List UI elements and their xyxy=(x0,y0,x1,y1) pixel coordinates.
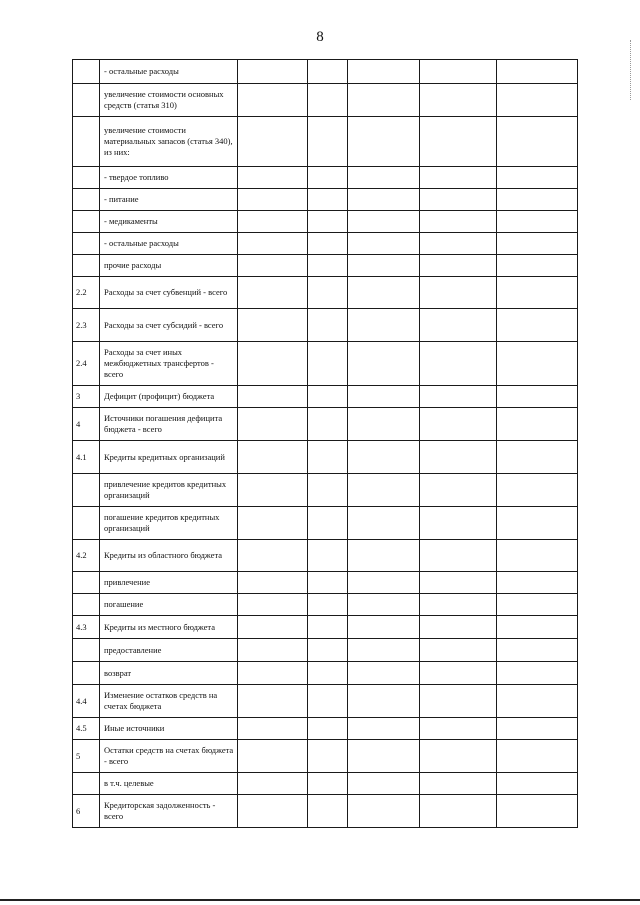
table-row xyxy=(73,309,578,342)
row-number xyxy=(73,60,100,84)
value-cell xyxy=(420,594,497,616)
row-number xyxy=(73,773,100,795)
value-cell xyxy=(348,117,420,167)
value-cell xyxy=(497,309,578,342)
row-number xyxy=(73,189,100,211)
table-row xyxy=(73,211,578,233)
table-row xyxy=(73,233,578,255)
row-label: - медикаменты xyxy=(100,211,238,233)
table-row xyxy=(73,662,578,685)
value-cell xyxy=(308,507,348,540)
row-number: 6 xyxy=(73,795,100,828)
row-number xyxy=(73,255,100,277)
value-cell xyxy=(497,616,578,639)
value-cell xyxy=(497,662,578,685)
value-cell xyxy=(348,540,420,572)
row-label: Расходы за счет иных межбюджетных трансфертов - всего xyxy=(100,342,238,386)
row-number xyxy=(73,117,100,167)
value-cell xyxy=(497,117,578,167)
row-number xyxy=(73,474,100,507)
value-cell xyxy=(420,662,497,685)
value-cell xyxy=(308,408,348,441)
value-cell xyxy=(308,639,348,662)
value-cell xyxy=(348,408,420,441)
row-label: Расходы за счет субвенций - всего xyxy=(100,277,238,309)
row-number xyxy=(73,233,100,255)
value-cell xyxy=(497,408,578,441)
row-number: 4.1 xyxy=(73,441,100,474)
value-cell xyxy=(238,277,308,309)
value-cell xyxy=(497,639,578,662)
row-label: прочие расходы xyxy=(100,255,238,277)
row-number: 4.4 xyxy=(73,685,100,718)
value-cell xyxy=(420,773,497,795)
value-cell xyxy=(308,740,348,773)
value-cell xyxy=(348,594,420,616)
row-label: Кредиты из областного бюджета xyxy=(100,540,238,572)
value-cell xyxy=(497,572,578,594)
row-label: - твердое топливо xyxy=(100,167,238,189)
table-row xyxy=(73,540,578,572)
row-label: увеличение стоимости материальных запасов (статья 340), из них: xyxy=(100,117,238,167)
value-cell xyxy=(348,342,420,386)
budget-report-table xyxy=(72,59,578,828)
value-cell xyxy=(497,211,578,233)
value-cell xyxy=(238,233,308,255)
value-cell xyxy=(308,277,348,309)
row-number xyxy=(73,507,100,540)
value-cell xyxy=(348,277,420,309)
row-label: - остальные расходы xyxy=(100,60,238,84)
table-row xyxy=(73,616,578,639)
value-cell xyxy=(238,572,308,594)
row-label: погашение xyxy=(100,594,238,616)
value-cell xyxy=(420,117,497,167)
value-cell xyxy=(238,255,308,277)
row-number: 5 xyxy=(73,740,100,773)
value-cell xyxy=(238,795,308,828)
table-row xyxy=(73,441,578,474)
value-cell xyxy=(420,507,497,540)
value-cell xyxy=(308,255,348,277)
row-label: - остальные расходы xyxy=(100,233,238,255)
row-number xyxy=(73,211,100,233)
row-number xyxy=(73,84,100,117)
value-cell xyxy=(497,474,578,507)
value-cell xyxy=(308,616,348,639)
value-cell xyxy=(420,685,497,718)
value-cell xyxy=(420,740,497,773)
value-cell xyxy=(497,277,578,309)
value-cell xyxy=(308,795,348,828)
row-number: 2.4 xyxy=(73,342,100,386)
value-cell xyxy=(238,685,308,718)
value-cell xyxy=(497,233,578,255)
value-cell xyxy=(238,718,308,740)
row-label: погашение кредитов кредитных организаций xyxy=(100,507,238,540)
value-cell xyxy=(420,572,497,594)
value-cell xyxy=(308,685,348,718)
value-cell xyxy=(238,309,308,342)
row-number: 4.5 xyxy=(73,718,100,740)
row-label: возврат xyxy=(100,662,238,685)
table-row xyxy=(73,255,578,277)
value-cell xyxy=(348,60,420,84)
table-row xyxy=(73,84,578,117)
value-cell xyxy=(348,189,420,211)
value-cell xyxy=(308,474,348,507)
value-cell xyxy=(497,167,578,189)
page-number: 8 xyxy=(316,29,324,45)
value-cell xyxy=(348,507,420,540)
value-cell xyxy=(308,84,348,117)
row-label: в т.ч. целевые xyxy=(100,773,238,795)
value-cell xyxy=(238,662,308,685)
value-cell xyxy=(238,386,308,408)
value-cell xyxy=(238,189,308,211)
value-cell xyxy=(348,441,420,474)
row-number: 4.2 xyxy=(73,540,100,572)
value-cell xyxy=(497,540,578,572)
value-cell xyxy=(348,255,420,277)
row-number xyxy=(73,662,100,685)
value-cell xyxy=(238,211,308,233)
row-label: предоставление xyxy=(100,639,238,662)
value-cell xyxy=(348,233,420,255)
table-row xyxy=(73,685,578,718)
value-cell xyxy=(497,189,578,211)
value-cell xyxy=(348,718,420,740)
value-cell xyxy=(420,255,497,277)
value-cell xyxy=(308,441,348,474)
table-row xyxy=(73,594,578,616)
value-cell xyxy=(497,795,578,828)
value-cell xyxy=(348,639,420,662)
value-cell xyxy=(420,309,497,342)
row-number xyxy=(73,594,100,616)
value-cell xyxy=(420,639,497,662)
value-cell xyxy=(308,167,348,189)
row-number xyxy=(73,572,100,594)
row-label: Иные источники xyxy=(100,718,238,740)
value-cell xyxy=(238,117,308,167)
value-cell xyxy=(420,84,497,117)
table-row xyxy=(73,795,578,828)
value-cell xyxy=(420,211,497,233)
value-cell xyxy=(497,441,578,474)
value-cell xyxy=(308,342,348,386)
row-label: Кредиты из местного бюджета xyxy=(100,616,238,639)
row-label: - питание xyxy=(100,189,238,211)
value-cell xyxy=(238,594,308,616)
table-row xyxy=(73,572,578,594)
value-cell xyxy=(238,740,308,773)
value-cell xyxy=(348,572,420,594)
table-row xyxy=(73,740,578,773)
value-cell xyxy=(348,474,420,507)
value-cell xyxy=(497,386,578,408)
value-cell xyxy=(238,616,308,639)
value-cell xyxy=(348,795,420,828)
value-cell xyxy=(420,277,497,309)
value-cell xyxy=(420,189,497,211)
table-row xyxy=(73,117,578,167)
value-cell xyxy=(308,386,348,408)
row-label: привлечение кредитов кредитных организаций xyxy=(100,474,238,507)
value-cell xyxy=(497,718,578,740)
row-label: Остатки средств на счетах бюджета - всего xyxy=(100,740,238,773)
value-cell xyxy=(497,685,578,718)
value-cell xyxy=(420,540,497,572)
row-number xyxy=(73,639,100,662)
row-number xyxy=(73,167,100,189)
table-row xyxy=(73,639,578,662)
value-cell xyxy=(497,740,578,773)
row-label: Источники погашения дефицита бюджета - всего xyxy=(100,408,238,441)
value-cell xyxy=(420,386,497,408)
value-cell xyxy=(420,718,497,740)
value-cell xyxy=(238,84,308,117)
row-label: увеличение стоимости основных средств (статья 310) xyxy=(100,84,238,117)
table-row xyxy=(73,408,578,441)
value-cell xyxy=(348,616,420,639)
value-cell xyxy=(420,233,497,255)
value-cell xyxy=(308,718,348,740)
table-row xyxy=(73,773,578,795)
table-row xyxy=(73,189,578,211)
table-row xyxy=(73,386,578,408)
value-cell xyxy=(497,342,578,386)
value-cell xyxy=(308,594,348,616)
value-cell xyxy=(348,386,420,408)
table-row xyxy=(73,60,578,84)
row-label: Кредиторская задолженность - всего xyxy=(100,795,238,828)
bottom-rule xyxy=(0,899,640,901)
table-row xyxy=(73,474,578,507)
row-number: 4.3 xyxy=(73,616,100,639)
value-cell xyxy=(348,167,420,189)
value-cell xyxy=(348,309,420,342)
value-cell xyxy=(497,507,578,540)
value-cell xyxy=(497,773,578,795)
row-label: Расходы за счет субсидий - всего xyxy=(100,309,238,342)
row-number: 2.2 xyxy=(73,277,100,309)
row-number: 4 xyxy=(73,408,100,441)
row-label: Кредиты кредитных организаций xyxy=(100,441,238,474)
value-cell xyxy=(238,342,308,386)
value-cell xyxy=(308,572,348,594)
value-cell xyxy=(348,84,420,117)
value-cell xyxy=(420,60,497,84)
value-cell xyxy=(497,255,578,277)
value-cell xyxy=(348,740,420,773)
table-row xyxy=(73,167,578,189)
value-cell xyxy=(238,60,308,84)
value-cell xyxy=(238,540,308,572)
value-cell xyxy=(238,507,308,540)
value-cell xyxy=(420,167,497,189)
scan-edge-mark xyxy=(630,40,634,100)
row-label: Дефицит (профицит) бюджета xyxy=(100,386,238,408)
table-body xyxy=(73,60,578,828)
value-cell xyxy=(308,189,348,211)
value-cell xyxy=(308,60,348,84)
table-row xyxy=(73,507,578,540)
table-row xyxy=(73,342,578,386)
value-cell xyxy=(238,639,308,662)
row-number: 3 xyxy=(73,386,100,408)
value-cell xyxy=(308,540,348,572)
value-cell xyxy=(420,795,497,828)
value-cell xyxy=(308,773,348,795)
value-cell xyxy=(497,60,578,84)
value-cell xyxy=(348,662,420,685)
value-cell xyxy=(420,408,497,441)
value-cell xyxy=(238,167,308,189)
value-cell xyxy=(420,342,497,386)
value-cell xyxy=(308,233,348,255)
value-cell xyxy=(348,211,420,233)
value-cell xyxy=(497,84,578,117)
value-cell xyxy=(238,773,308,795)
value-cell xyxy=(420,441,497,474)
row-number: 2.3 xyxy=(73,309,100,342)
value-cell xyxy=(348,685,420,718)
value-cell xyxy=(308,117,348,167)
value-cell xyxy=(308,309,348,342)
value-cell xyxy=(238,474,308,507)
value-cell xyxy=(420,474,497,507)
value-cell xyxy=(308,662,348,685)
value-cell xyxy=(238,441,308,474)
value-cell xyxy=(308,211,348,233)
value-cell xyxy=(238,408,308,441)
row-label: привлечение xyxy=(100,572,238,594)
value-cell xyxy=(348,773,420,795)
value-cell xyxy=(420,616,497,639)
table-row xyxy=(73,277,578,309)
table-row xyxy=(73,718,578,740)
value-cell xyxy=(497,594,578,616)
row-label: Изменение остатков средств на счетах бюджета xyxy=(100,685,238,718)
